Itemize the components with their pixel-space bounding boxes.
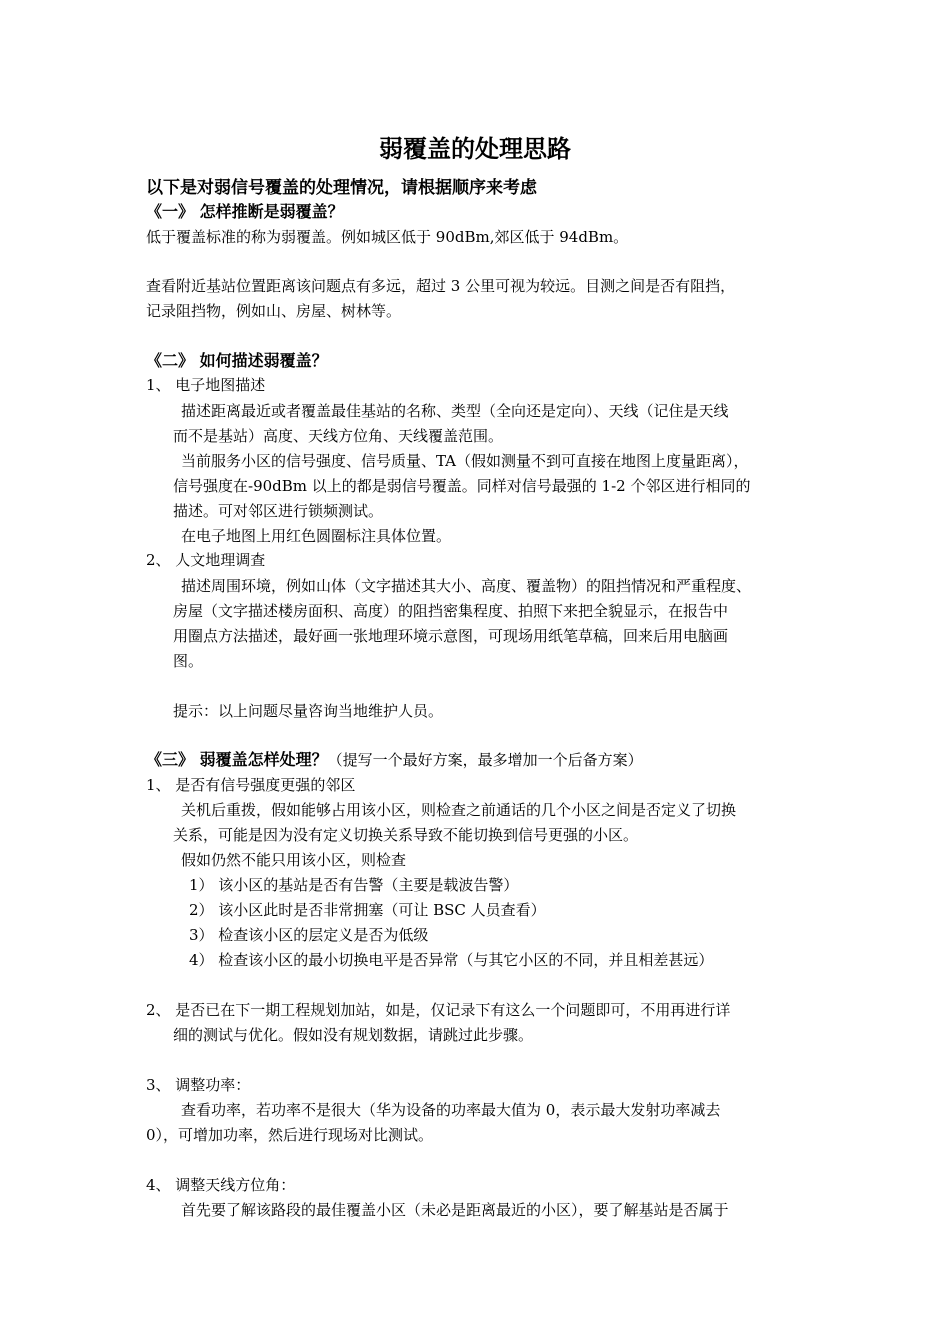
section-2-item-1-text: 信号强度在-90dBm 以上的都是弱信号覆盖。同样对信号最强的 1-2 个邻区进行相同的 [173,477,751,495]
section-3-sub-item-2: 2） 该小区此时是否非常拥塞（可让 BSC 人员查看） [189,901,546,919]
section-3-item-3: 3、 调整功率： [146,1076,251,1094]
section-3-heading-note: （提写一个最好方案，最多增加一个后备方案） [327,751,643,769]
document-subtitle: 以下是对弱信号覆盖的处理情况，请根据顺序来考虑 [146,178,537,198]
section-3-item-1-text: 关机后重拨，假如能够占用该小区，则检查之前通话的几个小区之间是否定义了切换 [181,801,737,819]
section-2-item-1-text: 而不是基站）高度、天线方位角、天线覆盖范围。 [173,427,504,445]
section-3-heading [146,750,643,770]
section-2-item-1-text: 描述。可对邻区进行锁频测试。 [173,502,384,520]
section-1-heading: 《一》 怎样推断是弱覆盖？ [146,202,344,221]
section-3-item-1-text: 关系，可能是因为没有定义切换关系导致不能切换到信号更强的小区。 [173,826,639,844]
section-3-sub-item-1: 1） 该小区的基站是否有告警（主要是载波告警） [189,876,519,894]
section-1-paragraph-2-line-2: 记录阻挡物，例如山、房屋、树林等。 [146,302,402,320]
section-2-item-2: 2、 人文地理调查 [146,551,266,569]
section-3-sub-item-4: 4） 检查该小区的最小切换电平是否异常（与其它小区的不同，并且相差甚远） [189,951,714,969]
section-2-item-2-text: 房屋（文字描述楼房面积、高度）的阻挡密集程度、拍照下来把全貌显示，在报告中 [173,602,729,620]
section-3-item-3-text: 查看功率，若功率不是很大（华为设备的功率最大值为 0，表示最大发射功率减去 [181,1101,721,1119]
section-3-item-4: 4、 调整天线方位角： [146,1176,296,1194]
section-2-tip: 提示：以上问题尽量咨询当地维护人员。 [173,702,444,720]
section-2-heading: 《二》 如何描述弱覆盖？ [146,351,328,370]
section-2-item-2-text: 描述周围环境，例如山体（文字描述其大小、高度、覆盖物）的阻挡情况和严重程度、 [181,577,752,595]
section-3-heading-text: 《三》 弱覆盖怎样处理？ [146,750,328,769]
section-3-item-3-text: 0），可增加功率，然后进行现场对比测试。 [146,1126,434,1144]
section-2-item-2-text: 图。 [173,652,204,670]
section-3-item-2-line-1: 2、 是否已在下一期工程规划加站，如是，仅记录下有这么一个问题即可，不用再进行详 [146,1001,731,1019]
section-3-item-1-text: 假如仍然不能只用该小区，则检查 [181,851,407,869]
section-2-item-2-text: 用圈点方法描述，最好画一张地理环境示意图，可现场用纸笔草稿，回来后用电脑画 [173,627,729,645]
section-2-item-1-text: 描述距离最近或者覆盖最佳基站的名称、类型（全向还是定向）、天线（记住是天线 [181,402,729,420]
section-2-item-1-text: 当前服务小区的信号强度、信号质量、TA（假如测量不到可直接在地图上度量距离）， [181,452,749,470]
section-3-item-2-line-2: 细的测试与优化。假如没有规划数据，请跳过此步骤。 [173,1026,534,1044]
section-2-item-1: 1、 电子地图描述 [146,376,266,394]
section-3-item-4-text: 首先要了解该路段的最佳覆盖小区（未必是距离最近的小区），要了解基站是否属于 [181,1201,729,1219]
section-3-item-1: 1、 是否有信号强度更强的邻区 [146,776,356,794]
section-1-paragraph-2-line-1: 查看附近基站位置距离该问题点有多远，超过 3 公里可视为较远。目测之间是否有阻挡， [146,277,736,295]
section-1-paragraph-1: 低于覆盖标准的称为弱覆盖。例如城区低于 90dBm,郊区低于 94dBm。 [146,228,629,246]
section-3-sub-item-3: 3） 检查该小区的层定义是否为低级 [189,926,429,944]
section-2-item-1-text: 在电子地图上用红色圆圈标注具体位置。 [181,527,452,545]
document-title: 弱覆盖的处理思路 [379,134,571,163]
